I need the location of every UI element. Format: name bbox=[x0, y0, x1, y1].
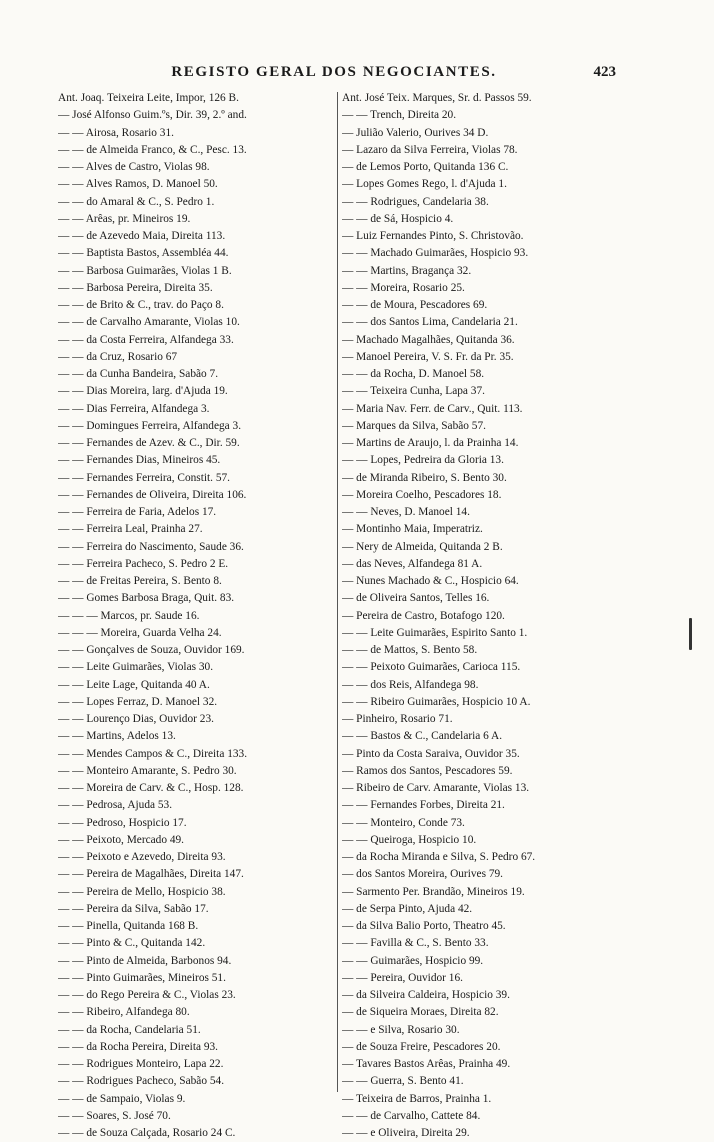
directory-entry: — — Alves Ramos, D. Manoel 50. bbox=[58, 178, 218, 191]
directory-entry: — — Ferreira Leal, Prainha 27. bbox=[58, 523, 203, 536]
directory-entry: — — dos Santos Lima, Candelaria 21. bbox=[342, 316, 518, 329]
directory-entry: — — de Carvalho Amarante, Violas 10. bbox=[58, 316, 240, 329]
directory-entry: — — dos Reis, Alfandega 98. bbox=[342, 678, 479, 691]
directory-entry: — das Neves, Alfandega 81 A. bbox=[342, 557, 483, 570]
directory-entry: — Pinto da Costa Saraiva, Ouvidor 35. bbox=[342, 747, 520, 760]
directory-entry: — — Barbosa Guimarães, Violas 1 B. bbox=[58, 264, 232, 277]
directory-entry: — — Ferreira de Faria, Adelos 17. bbox=[58, 506, 217, 518]
directory-entry: — — Leite Guimarães, Espirito Santo 1. bbox=[342, 626, 528, 639]
directory-entry: — — Pereira da Silva, Sabão 17. bbox=[58, 902, 209, 915]
directory-entry: — — Ferreira Pacheco, S. Pedro 2 E. bbox=[58, 557, 229, 570]
left-column bbox=[58, 90, 336, 1142]
directory-entry: — — Monteiro Amarante, S. Pedro 30. bbox=[58, 764, 237, 777]
directory-entry: — da Silveira Caldeira, Hospicio 39. bbox=[342, 989, 510, 1001]
page-edge-mark bbox=[689, 618, 692, 650]
directory-entry: — — Dias Ferreira, Alfandega 3. bbox=[58, 402, 210, 415]
directory-entry: — de Siqueira Moraes, Direita 82. bbox=[342, 1006, 499, 1019]
directory-entry: — Montinho Maia, Imperatriz. bbox=[342, 523, 483, 536]
directory-entry: — — Pereira, Ouvidor 16. bbox=[342, 971, 463, 984]
directory-entry: — de Miranda Ribeiro, S. Bento 30. bbox=[342, 471, 507, 484]
directory-entry: — — Peixoto Guimarães, Carioca 115. bbox=[342, 661, 521, 674]
directory-entry: — da Silva Balio Porto, Theatro 45. bbox=[342, 920, 506, 932]
directory-entry: — — Ribeiro Guimarães, Hospicio 10 A. bbox=[342, 695, 531, 708]
directory-entry: — — Trench, Direita 20. bbox=[342, 109, 457, 122]
directory-entry: — — Fernandes Ferreira, Constit. 57. bbox=[58, 471, 231, 484]
directory-entry: — — do Amaral & C., S. Pedro 1. bbox=[58, 195, 215, 208]
directory-entry: — — Martins, Bragança 32. bbox=[342, 264, 472, 277]
directory-entry: — — de Souza Calçada, Rosario 24 C. bbox=[58, 1127, 236, 1139]
directory-entry: — — Pinto de Almeida, Barbonos 94. bbox=[58, 954, 232, 967]
directory-entry: — — Peixoto, Mercado 49. bbox=[58, 833, 185, 846]
directory-entry: — José Alfonso Guim.ºs, Dir. 39, 2.º and. bbox=[58, 109, 247, 122]
directory-entry: — — de Sampaio, Violas 9. bbox=[58, 1092, 186, 1105]
directory-entry: — — Machado Guimarães, Hospicio 93. bbox=[342, 247, 529, 260]
directory-entry: — Lopes Gomes Rego, l. d'Ajuda 1. bbox=[342, 178, 507, 191]
directory-entry: — Pinheiro, Rosario 71. bbox=[342, 713, 453, 725]
directory-entry: — — Soares, S. José 70. bbox=[58, 1109, 171, 1122]
directory-entry: — — Pinto & C., Quitanda 142. bbox=[58, 937, 206, 950]
directory-entry: — — de Azevedo Maia, Direita 113. bbox=[58, 230, 226, 242]
directory-entry: — — Leite Guimarães, Violas 30. bbox=[58, 661, 214, 674]
directory-entry: — — Mendes Campos & C., Direita 133. bbox=[58, 747, 248, 760]
directory-entry: — — Neves, D. Manoel 14. bbox=[342, 506, 470, 518]
directory-entry: — — Gomes Barbosa Braga, Quit. 83. bbox=[58, 592, 235, 605]
directory-entry: — — e Silva, Rosario 30. bbox=[342, 1023, 460, 1036]
directory-entry: — — Rodrigues Monteiro, Lapa 22. bbox=[58, 1058, 224, 1070]
directory-entry: — — Baptista Bastos, Assembléa 44. bbox=[58, 247, 229, 260]
directory-entry: — Marques da Silva, Sabão 57. bbox=[342, 419, 486, 432]
directory-entry: — Nery de Almeida, Quitanda 2 B. bbox=[342, 540, 503, 553]
page-header bbox=[52, 64, 616, 86]
directory-entry: — — do Rego Pereira & C., Violas 23. bbox=[58, 989, 236, 1001]
directory-entry: — — Fernandes Dias, Mineiros 45. bbox=[58, 454, 221, 467]
directory-entry: — de Serpa Pinto, Ajuda 42. bbox=[342, 902, 473, 915]
directory-entry: — — Fernandes Forbes, Direita 21. bbox=[342, 799, 505, 812]
directory-entry: — — da Rocha, D. Manoel 58. bbox=[342, 368, 485, 380]
directory-entry: — — Lopes, Pedreira da Gloria 13. bbox=[342, 454, 504, 467]
directory-entry: — da Rocha Miranda e Silva, S. Pedro 67. bbox=[342, 851, 536, 863]
directory-entry: — — Queiroga, Hospicio 10. bbox=[342, 833, 477, 846]
directory-entry: — — Lourenço Dias, Ouvidor 23. bbox=[58, 713, 214, 725]
directory-entry: — Ramos dos Santos, Pescadores 59. bbox=[342, 764, 513, 777]
directory-entry: — — Arêas, pr. Mineiros 19. bbox=[58, 212, 191, 225]
directory-entry: — Nunes Machado & C., Hospicio 64. bbox=[342, 575, 519, 587]
directory-entry: — — Leite Lage, Quitanda 40 A. bbox=[58, 678, 210, 691]
directory-entry: — Lazaro da Silva Ferreira, Violas 78. bbox=[342, 143, 518, 156]
directory-entry: — — Teixeira Cunha, Lapa 37. bbox=[342, 385, 485, 398]
directory-entry: — — de Freitas Pereira, S. Bento 8. bbox=[58, 575, 222, 587]
directory-entry: — — Guimarães, Hospicio 99. bbox=[342, 954, 484, 967]
directory-entry: — Martins de Araujo, l. da Prainha 14. bbox=[342, 437, 519, 449]
directory-entry: — — de Mattos, S. Bento 58. bbox=[342, 644, 478, 656]
directory-entry: — — Moreira, Rosario 25. bbox=[342, 281, 465, 294]
directory-entry: — — de Carvalho, Cattete 84. bbox=[342, 1109, 481, 1122]
directory-entry: — — de Brito & C., trav. do Paço 8. bbox=[58, 299, 224, 311]
directory-entry: — — Pereira de Mello, Hospicio 38. bbox=[58, 885, 226, 898]
directory-entry: Ant. Joaq. Teixeira Leite, Impor, 126 B. bbox=[58, 92, 239, 104]
directory-entry: — — Pereira de Magalhães, Direita 147. bbox=[58, 868, 244, 881]
directory-entry: — — Pedrosa, Ajuda 53. bbox=[58, 799, 173, 812]
directory-entry: — — de Almeida Franco, & C., Pesc. 13. bbox=[58, 143, 247, 156]
directory-entry: — — Favilla & C., S. Bento 33. bbox=[342, 937, 489, 950]
directory-entry: — de Oliveira Santos, Telles 16. bbox=[342, 592, 490, 605]
directory-entry: — — — Moreira, Guarda Velha 24. bbox=[58, 626, 222, 639]
directory-entry: — Sarmento Per. Brandão, Mineiros 19. bbox=[342, 885, 525, 898]
directory-entry: — — Dias Moreira, larg. d'Ajuda 19. bbox=[58, 385, 228, 398]
directory-entry: — de Souza Freire, Pescadores 20. bbox=[342, 1040, 501, 1053]
directory-entry: — Teixeira de Barros, Prainha 1. bbox=[342, 1092, 492, 1105]
directory-entry: — — Bastos & C., Candelaria 6 A. bbox=[342, 730, 503, 743]
directory-entry: — — Gonçalves de Souza, Ouvidor 169. bbox=[58, 644, 245, 656]
directory-entry: — — — Marcos, pr. Saude 16. bbox=[58, 609, 200, 622]
directory-entry: — de Lemos Porto, Quitanda 136 C. bbox=[342, 161, 509, 173]
directory-entry: — — Rodrigues, Candelaria 38. bbox=[342, 195, 489, 208]
directory-entry: — — Fernandes de Azev. & C., Dir. 59. bbox=[58, 437, 240, 449]
directory-entry: — — Alves de Castro, Violas 98. bbox=[58, 161, 210, 173]
directory-entry: — Luiz Fernandes Pinto, S. Christovão. bbox=[342, 230, 524, 242]
directory-entry: — — de Moura, Pescadores 69. bbox=[342, 299, 488, 311]
directory-entry: — — Monteiro, Conde 73. bbox=[342, 816, 465, 829]
directory-entry: — — Martins, Adelos 13. bbox=[58, 730, 176, 743]
directory-entry: — — da Cruz, Rosario 67 bbox=[58, 350, 178, 363]
directory-entry: — — da Rocha, Candelaria 51. bbox=[58, 1023, 201, 1036]
page-number: 423 bbox=[593, 64, 616, 80]
directory-entry: — — Airosa, Rosario 31. bbox=[58, 126, 174, 139]
directory-entry: — — Pinella, Quitanda 168 B. bbox=[58, 920, 199, 932]
directory-entry: — — Ribeiro, Alfandega 80. bbox=[58, 1006, 190, 1019]
directory-entry: — — Pinto Guimarães, Mineiros 51. bbox=[58, 971, 226, 984]
directory-entry: — Tavares Bastos Arêas, Prainha 49. bbox=[342, 1058, 511, 1070]
directory-entry: Ant. José Teix. Marques, Sr. d. Passos 59. bbox=[342, 92, 532, 104]
directory-entry: — — Guerra, S. Bento 41. bbox=[342, 1075, 464, 1088]
directory-entry: — — Rodrigues Pacheco, Sabão 54. bbox=[58, 1075, 225, 1088]
directory-entry: — Pereira de Castro, Botafogo 120. bbox=[342, 609, 505, 622]
directory-entry: — Moreira Coelho, Pescadores 18. bbox=[342, 488, 502, 501]
directory-entry: — dos Santos Moreira, Ourives 79. bbox=[342, 868, 504, 881]
directory-entry: — — Lopes Ferraz, D. Manoel 32. bbox=[58, 695, 218, 708]
directory-entry: — — de Sá, Hospicio 4. bbox=[342, 212, 454, 225]
column-divider bbox=[337, 92, 338, 1092]
directory-entry: — — Ferreira do Nascimento, Saude 36. bbox=[58, 540, 244, 553]
directory-entry: — Julião Valerio, Ourives 34 D. bbox=[342, 126, 489, 139]
right-column bbox=[342, 90, 620, 1142]
directory-entry: — Ribeiro de Carv. Amarante, Violas 13. bbox=[342, 782, 530, 794]
running-title: REGISTO GERAL DOS NEGOCIANTES. bbox=[171, 64, 497, 80]
directory-entry: — — Fernandes de Oliveira, Direita 106. bbox=[58, 488, 247, 501]
directory-entry: — — da Cunha Bandeira, Sabão 7. bbox=[58, 368, 219, 380]
directory-entry: — Machado Magalhães, Quitanda 36. bbox=[342, 333, 515, 346]
directory-entry: — — Barbosa Pereira, Direita 35. bbox=[58, 281, 213, 294]
directory-entry: — — Pedroso, Hospicio 17. bbox=[58, 816, 187, 829]
directory-entry: — — Peixoto e Azevedo, Direita 93. bbox=[58, 851, 226, 863]
directory-entry: — — da Rocha Pereira, Direita 93. bbox=[58, 1040, 219, 1053]
directory-entry: — Manoel Pereira, V. S. Fr. da Pr. 35. bbox=[342, 350, 514, 363]
directory-entry: — — Domingues Ferreira, Alfandega 3. bbox=[58, 419, 242, 432]
directory-entry: — — Moreira de Carv. & C., Hosp. 128. bbox=[58, 782, 244, 794]
directory-entry: — — e Oliveira, Direita 29. bbox=[342, 1127, 470, 1139]
directory-entry: — — da Costa Ferreira, Alfandega 33. bbox=[58, 333, 234, 346]
directory-entry: — Maria Nav. Ferr. de Carv., Quit. 113. bbox=[342, 402, 523, 415]
